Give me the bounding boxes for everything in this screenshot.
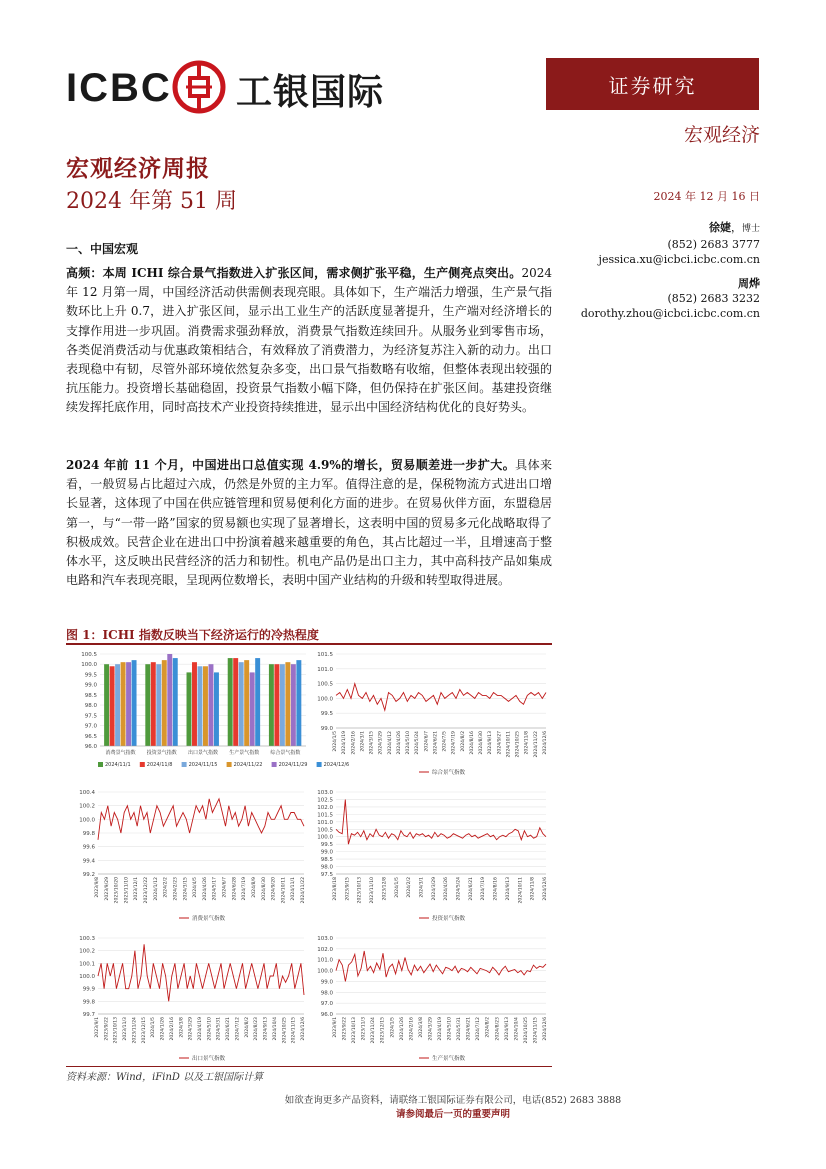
x-tick-label: 2024/1/5 [390,1017,396,1038]
x-tick-label: 2024/3/29 [378,731,384,755]
x-tick-label: 2024/4/12 [387,731,393,755]
author-email[interactable]: jessica.xu@icbci.icbc.com.cn [598,253,760,266]
x-tick-label: 2023/9/22 [342,1016,348,1041]
line-chart-panel [79,936,306,1062]
legend-swatch [182,762,187,767]
y-tick-label: 98.0 [320,990,333,997]
x-tick-label: 2024/4/26 [444,877,450,901]
bar [214,672,219,746]
x-tick-label: 2024/4/19 [438,1017,443,1041]
x-tick-label: 2024/7/19 [481,876,487,901]
y-tick-label: 100.0 [79,817,95,824]
x-tick-label: 2024/2/2 [407,876,413,898]
y-tick-label: 103.0 [317,790,333,796]
y-tick-label: 99.5 [320,711,333,718]
x-tick-label: 2024/12/6 [301,1017,306,1041]
bar [291,664,296,746]
line-chart-panel [79,790,306,922]
footer-contact: 如欲查询更多产品资料，请联络工银国际证券有限公司，电话(852) 2683 3888 [284,1095,622,1106]
x-tick-label: 2024/5/31 [457,1017,463,1041]
x-tick-label: 2023/9/22 [104,1017,110,1041]
x-tick-label: 2024/10/11 [518,877,524,904]
author-name: 徐婕 [708,221,731,234]
series-line [336,684,546,711]
y-tick-label: 100.0 [317,696,333,703]
y-tick-label: 99.0 [320,849,333,856]
y-tick-label: 100.2 [79,803,95,810]
y-tick-label: 99.8 [82,831,95,837]
bar [156,664,161,746]
legend-swatch [227,762,232,767]
icbc-seal-icon [172,60,226,114]
x-tick-label: 2024/10/25 [515,730,521,758]
y-tick-label: 100.4 [79,790,95,796]
x-tick-label: 2023/9/8 [95,877,100,898]
bar [192,662,197,746]
x-tick-label: 2024/3/1 [360,731,366,752]
y-tick-label: 102.0 [317,946,333,953]
x-tick-label: 2024/6/21 [433,730,439,755]
x-tick-label: 2024/3/15 [369,730,375,755]
y-tick-label: 96.5 [84,733,97,740]
x-tick-label: 2024/7/5 [442,731,448,752]
bar [145,664,150,746]
author-title: 博士 [741,224,760,234]
x-tick-label: 2024/5/17 [212,876,218,901]
y-tick-label: 99.4 [82,858,95,865]
x-tick-label: 2024/10/4 [272,1016,278,1041]
x-tick-label: 综合景气指数 [270,750,301,756]
x-tick-label: 2024/3/1 [419,877,425,898]
x-tick-label: 2024/6/21 [226,1017,232,1041]
y-tick-label: 100.5 [317,827,333,834]
x-tick-label: 2024/11/22 [301,877,306,904]
x-tick-label: 2023/9/15 [345,877,351,901]
x-tick-label: 2023/9/1 [95,1017,100,1038]
author-email[interactable]: dorothy.zhou@icbci.icbc.com.cn [580,307,760,320]
y-tick-label: 101.5 [317,812,333,819]
section-heading: 一、中国宏观 [66,242,139,256]
y-tick-label: 100.1 [79,961,95,968]
bar [233,658,238,746]
y-tick-label: 99.6 [82,844,95,851]
x-tick-label: 2024/4/26 [202,876,208,901]
x-tick-label: 2024/9/20 [271,877,277,901]
author-phone: (852) 2683 3777 [667,238,760,251]
x-tick-label: 2024/11/8 [524,730,530,755]
x-tick-label: 2024/5/10 [447,1016,453,1041]
x-tick-label: 2024/10/11 [506,731,512,758]
x-tick-label: 2023/8/18 [333,877,338,901]
x-tick-label: 2023/10/20 [114,876,120,904]
bar [132,660,137,746]
bar [104,664,109,746]
x-tick-label: 2024/2/16 [351,731,357,755]
bar [208,664,213,746]
x-tick-label: 2024/2/23 [173,877,179,901]
x-tick-label: 2024/2/16 [409,1017,415,1041]
y-tick-label: 99.8 [82,999,95,1006]
legend-label: 2024/11/1 [105,762,131,768]
x-tick-label: 2024/11/8 [530,876,536,901]
legend-label: 生产景气指数 [432,1056,466,1062]
y-tick-label: 99.7 [82,1012,95,1018]
legend-label: 2024/12/6 [323,762,350,768]
x-tick-label: 投资景气指数 [146,750,177,756]
x-tick-label: 2024/1/26 [399,1016,405,1041]
y-tick-label: 99.0 [320,979,333,986]
author-name-line: 徐婕，博士 [708,221,760,234]
section-tag: 宏观经济 [683,124,760,146]
legend-swatch [98,762,103,767]
legend-label: 投资景气指数 [432,916,466,922]
figure-source: 资料来源：Wind，iFinD 以及工银国际计算 [66,1072,264,1083]
bar [296,660,301,746]
x-tick-label: 2023/9/1 [333,1017,338,1038]
x-tick-label: 2024/4/19 [198,1017,203,1041]
bar [162,660,167,746]
x-tick-label: 2024/12/6 [543,731,548,755]
x-tick-label: 2024/7/12 [235,1017,241,1041]
x-tick-label: 2024/9/13 [504,1016,510,1041]
x-tick-label: 2024/9/13 [263,1016,269,1041]
x-tick-label: 2024/7/12 [476,1017,482,1041]
x-tick-label: 2024/10/11 [281,877,287,904]
x-tick-label: 2024/1/19 [342,730,348,755]
y-tick-label: 97.5 [84,713,97,720]
x-tick-label: 2024/8/16 [493,877,499,901]
legend-swatch [317,762,322,767]
x-tick-label: 2024/6/21 [466,1016,472,1041]
line-chart-panel [317,936,548,1062]
x-tick-label: 2024/5/24 [415,731,421,755]
x-tick-label: 2024/8/16 [470,731,475,755]
bar [250,672,255,746]
x-tick-label: 2023/12/15 [380,1016,386,1044]
x-tick-label: 2024/12/6 [543,877,548,901]
x-tick-label: 2024/1/5 [394,877,400,898]
legend-label: 2024/11/15 [188,762,218,768]
x-tick-label: 2024/9/13 [505,876,511,901]
y-tick-label: 102.0 [317,804,333,811]
bar [187,672,192,746]
x-tick-label: 生产景气指数 [229,750,260,756]
bar [203,666,208,746]
author-phone: (852) 2683 3232 [667,292,760,305]
y-tick-label: 99.5 [320,842,333,849]
y-tick-label: 103.0 [317,936,333,942]
figure-bottom-rule [66,1066,552,1067]
y-tick-label: 98.0 [84,703,97,710]
series-line [98,944,304,1001]
legend-label: 2024/11/22 [233,762,263,768]
legend-swatch [272,762,277,767]
report-week: 2024 年第 51 周 [66,189,237,214]
footer-disclaimer: 请参阅最后一页的重要声明 [395,1109,510,1120]
y-tick-label: 98.5 [320,857,333,864]
x-tick-label: 2024/5/10 [207,1017,213,1041]
legend-label: 2024/11/8 [146,762,173,768]
y-tick-label: 100.5 [317,681,333,688]
x-tick-label: 2024/10/25 [523,1016,529,1044]
x-tick-label: 2024/7/19 [451,731,457,755]
bar [110,666,115,746]
x-tick-label: 2024/8/2 [460,730,466,752]
bar-chart-panel [81,652,349,768]
y-tick-label: 100.0 [81,662,97,669]
y-tick-label: 98.0 [320,864,333,871]
bar [285,662,290,746]
x-tick-label: 2023/11/10 [370,877,376,904]
x-tick-label: 2024/9/27 [497,730,503,755]
y-tick-label: 97.0 [84,723,97,730]
figure-charts [66,644,556,1066]
x-tick-label: 2023/11/3 [361,1016,367,1041]
x-tick-label: 2024/11/15 [291,1016,297,1044]
y-tick-label: 100.0 [79,974,95,980]
x-tick-label: 2024/10/25 [282,1017,288,1044]
y-tick-label: 96.0 [320,1012,333,1018]
line-chart-panel [317,790,548,922]
x-tick-label: 2024/1/5 [333,731,338,752]
paragraph-lead: 2024 年前 11 个月，中国进出口总值实现 4.9%的增长，贸易顺差进一步扩大。 [66,458,516,472]
x-tick-label: 2023/12/1 [134,876,140,901]
paragraph-text: 具体来看，一般贸易占比超过六成，仍然是外贸的主力军。值得注意的是，保税物流方式进出口增长显著，这体现了中国在供应链管理和贸易便利化方面的进步。在贸易伙伴方面，东盟稳居第一，与“一带一路”国家的贸易额也实现了显著增长，这表明中国的贸易多元化战略取得了积极成效。民营企业在进出口中扮演着越来越重要的角色，其占比超过一半，且增速高于整体水平，这反映出民营经济的活力和韧性。机电产品仍是出口主力，其中高科技产品如集成电路和汽车表现亮眼，呈现两位数增长，表明中国产业结构的升级和转型取得进展。 [66,458,552,588]
x-tick-label: 2024/5/24 [456,876,462,901]
x-tick-label: 2024/11/22 [533,731,539,758]
y-tick-label: 99.5 [84,672,97,679]
figure-title: 图 1：ICHI 指数反映当下经济运行的冷热程度 [66,628,319,642]
research-banner: 证券研究 [546,58,759,110]
x-tick-label: 2024/8/30 [479,731,485,755]
x-tick-label: 2023/12/22 [144,876,149,904]
author-block [510,220,760,267]
x-tick-label: 2024/7/19 [242,876,248,901]
bar [126,662,131,746]
y-tick-label: 101.0 [317,666,333,673]
bar [151,662,156,746]
x-tick-label: 2024/5/10 [406,730,411,755]
paragraph-text: 2024 年 12 月第一周，中国经济活动供需侧表现亮眼。具体如下，生产端活力增强，生产景气指数环比上升 0.7，进入扩张区间，显示出工业生产的活跃度显著提升，生产端对经济增长的支撑作用进一步巩固。消费需求强劲释放，消费景气指数连续回升。从服务业到零售市场，各类促消费活动与优惠政策相结合，有效释放了消费潜力，为经济复苏注入新的动力。出口表现稳中有韧，尽管外部环境依然复杂多变，出口景气指数略有收缩，但整体表现出较强的抗压能力。投资增长基础稳固，投资景气指数小幅下降，但仍保持在扩张区间。基建投资继续发挥托底作用，同时高技术产业投资持续推进，显示出中国经济结构优化的良好势头。 [66,266,552,415]
x-tick-label: 2023/11/10 [124,876,130,904]
y-tick-label: 97.5 [320,872,333,878]
x-tick-label: 2024/2/16 [169,1016,175,1041]
bar [115,664,120,746]
legend-label: 出口景气指数 [192,1056,226,1062]
bar [173,658,178,746]
y-tick-label: 99.2 [82,872,95,878]
y-tick-label: 99.0 [84,682,97,689]
x-tick-label: 2024/6/21 [468,877,474,901]
bar [198,666,203,746]
x-tick-label: 2024/2/2 [163,877,169,898]
bar [280,664,285,746]
x-tick-label: 2024/8/23 [495,1017,501,1041]
y-tick-label: 101.0 [317,957,333,964]
x-tick-label: 2024/5/31 [216,1016,222,1041]
x-tick-label: 2024/8/23 [254,1017,260,1041]
y-tick-label: 96.0 [84,744,97,750]
bar [244,660,249,746]
series-line [336,951,546,981]
report-date: 2024 年 12 月 16 日 [653,190,760,203]
x-tick-label: 2024/3/15 [183,877,189,901]
bar [274,664,279,746]
report-title: 宏观经济周报 [66,155,210,182]
x-tick-label: 2024/1/12 [153,877,159,901]
x-tick-label: 2023/10/13 [113,1016,119,1044]
bar [121,662,126,746]
x-tick-label: 2024/1/5 [151,1017,157,1038]
x-tick-label: 2024/8/2 [485,1016,491,1038]
x-tick-label: 2023/10/13 [357,876,363,904]
logo-icbc-text: ICBC [66,66,172,110]
x-tick-label: 2024/3/8 [418,1016,424,1038]
bar [228,658,233,746]
bar [255,658,260,746]
paragraph-lead: 高频：本周 ICHI 综合景气指数进入扩张区间，需求侧扩张平稳，生产侧亮点突出。 [66,266,522,280]
y-tick-label: 100.2 [79,948,95,955]
x-tick-label: 2024/8/2 [244,1016,250,1038]
x-tick-label: 2024/4/5 [193,877,199,898]
paragraph-2 [66,456,552,590]
x-tick-label: 2023/12/8 [382,876,388,901]
y-tick-label: 102.5 [317,797,333,804]
x-tick-label: 2024/3/29 [428,1017,434,1041]
y-tick-label: 99.0 [320,726,333,732]
bar [167,654,172,746]
x-tick-label: 2024/1/26 [160,1016,166,1041]
x-tick-label: 2024/6/7 [222,876,228,898]
legend-label: 综合景气指数 [432,770,466,776]
y-tick-label: 97.0 [320,1001,333,1008]
x-tick-label: 2023/12/15 [141,1016,147,1044]
x-tick-label: 2024/3/29 [188,1016,194,1041]
logo-chinese-text: 工银国际 [236,72,385,113]
x-tick-label: 2024/4/26 [396,730,402,755]
y-tick-label: 98.5 [84,692,97,699]
paragraph-1 [66,264,552,418]
y-tick-label: 100.3 [79,936,95,942]
x-tick-label: 2024/10/4 [514,1017,520,1041]
x-tick-label: 2023/10/13 [352,1017,358,1044]
line-chart-panel [317,652,548,776]
x-tick-label: 2024/6/28 [232,876,238,901]
x-tick-label: 2023/11/24 [132,1017,138,1044]
y-tick-label: 101.0 [317,819,333,826]
bar [239,662,244,746]
x-tick-label: 2023/9/29 [104,876,110,901]
x-tick-label: 2024/6/7 [424,730,430,752]
y-tick-label: 99.9 [82,986,95,993]
y-tick-label: 101.5 [317,652,333,658]
author-name: 周烨 [738,277,760,290]
y-tick-label: 100.5 [81,652,97,658]
y-tick-label: 100.0 [317,834,333,841]
x-tick-label: 出口景气指数 [187,750,219,756]
legend-label: 2024/11/29 [278,762,308,768]
x-tick-label: 2024/9/13 [488,730,494,755]
x-tick-label: 2023/11/3 [123,1017,129,1041]
x-tick-label: 2024/3/29 [431,876,437,901]
x-tick-label: 消费景气指数 [105,750,136,756]
x-tick-label: 2024/11/15 [533,1017,539,1044]
y-tick-label: 100.0 [317,968,333,975]
bar [269,664,274,746]
legend-label: 消费景气指数 [192,916,226,922]
legend-swatch [140,762,145,767]
x-tick-label: 2024/3/8 [179,1017,185,1038]
x-tick-label: 2024/12/6 [543,1017,548,1041]
x-tick-label: 2023/11/24 [371,1017,377,1044]
x-tick-label: 2024/11/1 [291,877,297,901]
x-tick-label: 2024/8/9 [252,877,257,898]
x-tick-label: 2024/8/30 [261,877,267,901]
